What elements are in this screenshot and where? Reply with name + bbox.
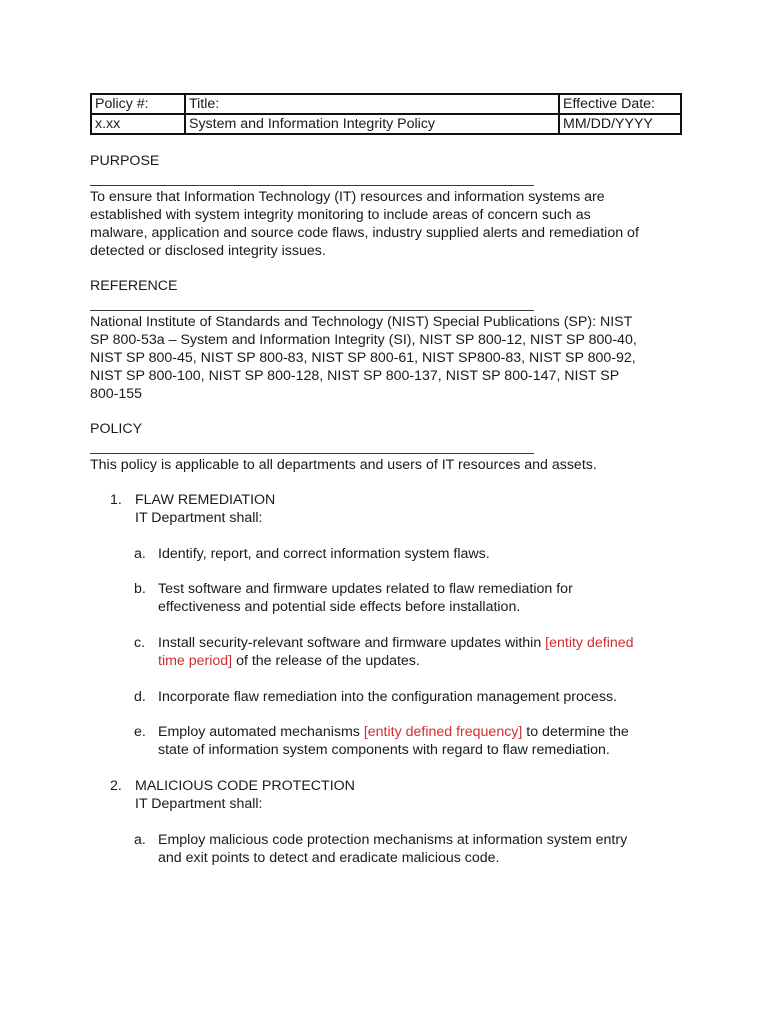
subitem-text: Incorporate flaw remediation into the configuration management process.	[158, 689, 617, 705]
item-subtitle: IT Department shall:	[135, 796, 263, 812]
subitem-letter: e.	[134, 724, 146, 740]
policy-header-table	[90, 93, 682, 135]
subitem-text-plain: of the release of the updates.	[232, 653, 420, 669]
effective-date-value: MM/DD/YYYY	[559, 114, 681, 134]
effective-date-label: Effective Date:	[559, 94, 681, 114]
item-title: FLAW REMEDIATION	[135, 492, 276, 508]
reference-heading: REFERENCE	[90, 278, 178, 294]
purpose-line-1: To ensure that Information Technology (IT) resources and information systems are	[90, 189, 605, 205]
subitem-text-line-1	[158, 724, 678, 742]
entity-defined-frequency-placeholder: [entity defined frequency]	[363, 724, 523, 740]
purpose-line-2: established with system integrity monitoring to include areas of concern such as	[90, 207, 591, 223]
subitem-letter: d.	[134, 689, 146, 705]
subitem-text-line-2: and exit points to detect and eradicate malicious code.	[158, 850, 500, 866]
policy-intro: This policy is applicable to all departments and users of IT resources and assets.	[90, 457, 597, 473]
reference-line-1: National Institute of Standards and Technology (NIST) Special Publications (SP): NIST	[90, 314, 633, 330]
purpose-heading: PURPOSE	[90, 153, 160, 169]
item-number: 1.	[110, 492, 122, 508]
subitem-text-line-2: effectiveness and potential side effects before installation.	[158, 599, 521, 615]
purpose-line-3: malware, application and source code flaws, industry supplied alerts and remediation of	[90, 225, 639, 241]
policy-title-value: System and Information Integrity Policy	[185, 114, 559, 134]
subitem-letter: b.	[134, 581, 146, 597]
subitem-text-line-2	[158, 653, 678, 671]
time-period-placeholder: time period]	[158, 653, 233, 669]
title-label: Title:	[185, 94, 559, 114]
item-subtitle: IT Department shall:	[135, 510, 263, 526]
header-label-row	[91, 94, 681, 114]
subitem-text-plain: Install security-relevant software and firmware updates within	[158, 635, 546, 651]
subitem-text-plain: to determine the	[522, 724, 629, 740]
subitem-text-line-2: state of information system components with regard to flaw remediation.	[158, 742, 610, 758]
subitem-letter: a.	[134, 546, 146, 562]
subitem-text-plain: Employ automated mechanisms	[158, 724, 364, 740]
reference-line-3: NIST SP 800-45, NIST SP 800-83, NIST SP 800-61, NIST SP800-83, NIST SP 800-92,	[90, 350, 636, 366]
subitem-text-line-1: Test software and firmware updates related to flaw remediation for	[158, 581, 573, 597]
purpose-divider: ____________________________________________________________	[90, 171, 534, 187]
subitem-letter: a.	[134, 832, 146, 848]
policy-number-value: x.xx	[91, 114, 185, 134]
reference-divider: ____________________________________________________________	[90, 296, 534, 312]
policy-heading: POLICY	[90, 421, 143, 437]
policy-divider: ____________________________________________________________	[90, 439, 534, 455]
purpose-line-4: detected or disclosed integrity issues.	[90, 243, 326, 259]
reference-line-4: NIST SP 800-100, NIST SP 800-128, NIST SP 800-137, NIST SP 800-147, NIST SP	[90, 368, 620, 384]
subitem-text-line-1: Employ malicious code protection mechanisms at information system entry	[158, 832, 628, 848]
entity-defined-placeholder: [entity defined	[545, 635, 634, 651]
reference-line-5: 800-155	[90, 386, 143, 402]
policy-number-label: Policy #:	[91, 94, 185, 114]
reference-line-2: SP 800-53a – System and Information Integrity (SI), NIST SP 800-12, NIST SP 800-40,	[90, 332, 637, 348]
subitem-text: Identify, report, and correct information system flaws.	[158, 546, 490, 562]
item-number: 2.	[110, 778, 122, 794]
subitem-letter: c.	[134, 635, 146, 651]
item-title: MALICIOUS CODE PROTECTION	[135, 778, 355, 794]
subitem-text-line-1	[158, 635, 678, 653]
header-value-row	[91, 114, 681, 134]
